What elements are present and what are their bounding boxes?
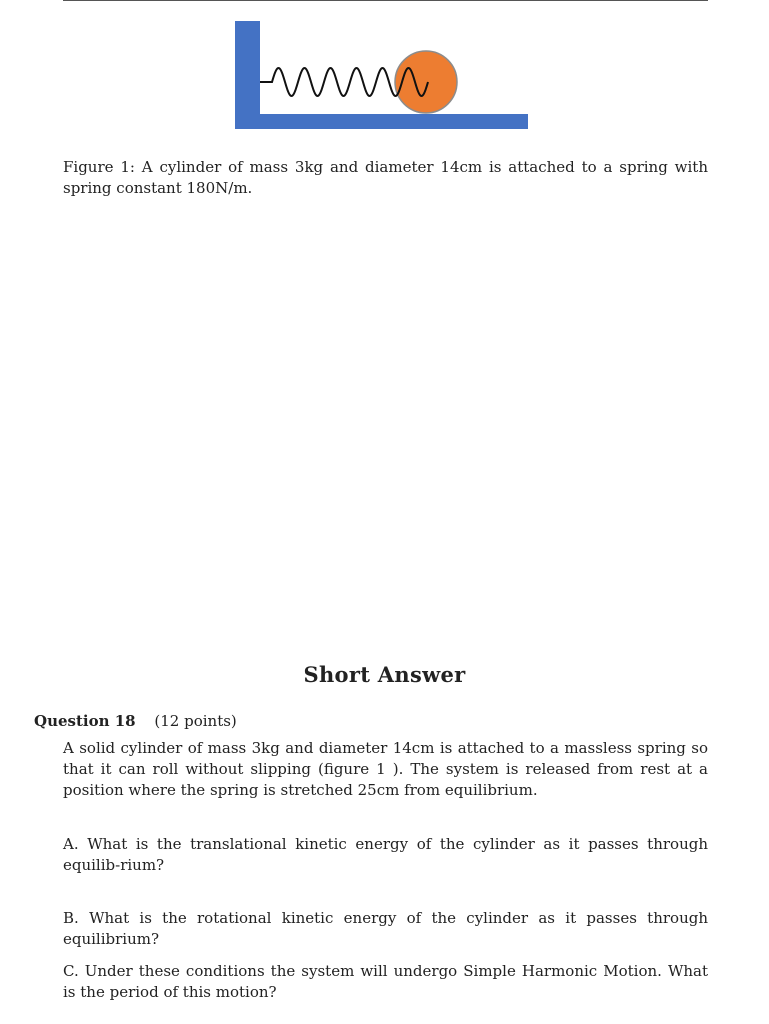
question-part-c: C. Under these conditions the system will undergo Simple Harmonic Motion. What is the period of this motion? — [63, 962, 708, 1001]
question-part-b: B. What is the rotational kinetic energy of the cylinder as it passes through equilibrium? — [63, 909, 708, 948]
vertical-wall — [235, 21, 260, 128]
question-intro: A solid cylinder of mass 3kg and diameter 14cm is attached to a massless spring so that it can roll without slipping (figure 1 ). The system is released from rest at a position where the spring is stretched 25cm from equilibrium. — [63, 739, 708, 799]
figure-caption: Figure 1: A cylinder of mass 3kg and diameter 14cm is attached to a spring with spring constant 180N/m. — [63, 158, 708, 197]
floor-base — [235, 114, 528, 129]
section-title: Short Answer — [303, 662, 466, 687]
question-label: Question 18 — [34, 712, 136, 730]
question-header — [34, 711, 237, 732]
question-part-a: A. What is the translational kinetic energy of the cylinder as it passes through equilib-rium? — [63, 835, 708, 874]
cylinder — [395, 51, 457, 113]
question-points: (12 points) — [154, 712, 237, 730]
spring-cylinder-figure — [0, 0, 769, 140]
